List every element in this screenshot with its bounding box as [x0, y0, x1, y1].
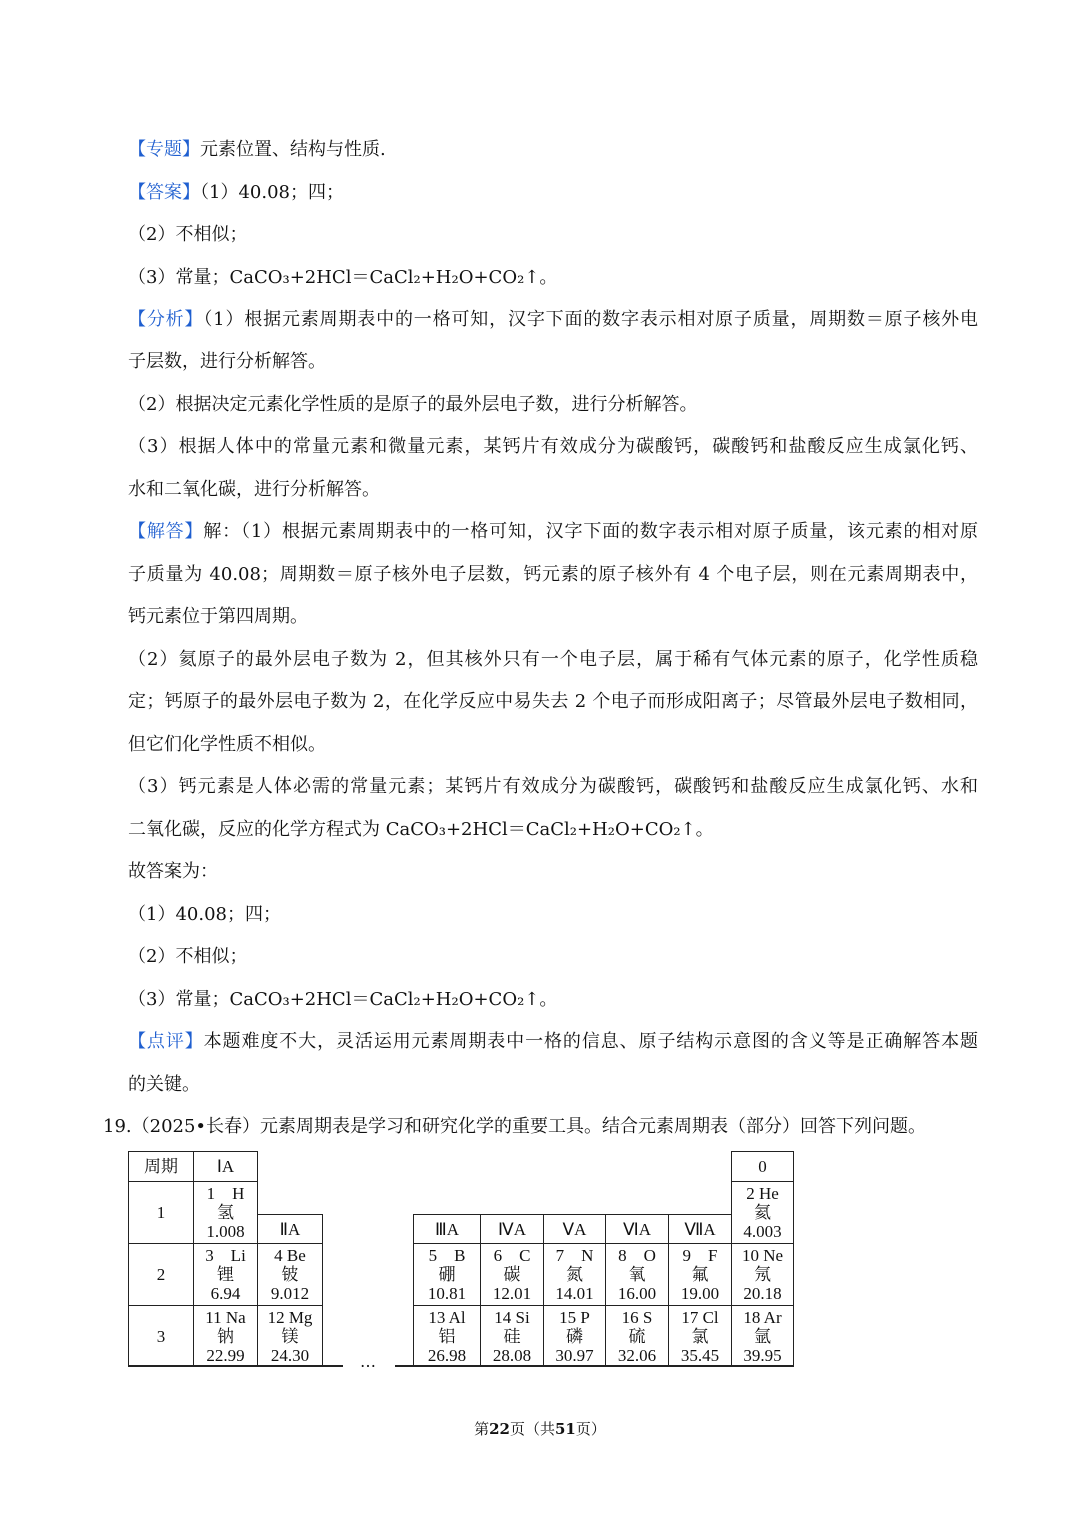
cell-text: 39.95	[743, 1345, 782, 1365]
total-pages: 51	[555, 1420, 576, 1438]
cell-text: 14 Si	[494, 1307, 530, 1327]
element-cell	[480, 1243, 544, 1306]
cell-text: 碳	[503, 1265, 521, 1284]
element-cell	[543, 1243, 606, 1306]
element-cell	[193, 1305, 258, 1367]
section-tag: 【点评】	[128, 1031, 204, 1052]
line-text: 本题难度不大，灵活运用元素周期表中一格的信息、原子结构示意图的含义等是正确解答本题	[203, 1031, 978, 1052]
cell-text: 硼	[438, 1265, 456, 1284]
line-text: （2）不相似；	[128, 224, 248, 245]
text-line	[128, 478, 978, 502]
footer-text: 页）	[575, 1420, 606, 1438]
text-line	[128, 1030, 978, 1054]
line-text: （1）40.08；四；	[200, 182, 344, 203]
text-line	[128, 266, 978, 290]
text-line	[128, 1073, 978, 1097]
cell-text: 16.00	[617, 1284, 657, 1303]
element-cell	[413, 1243, 481, 1306]
text-line	[128, 733, 978, 757]
cell-text: 磷	[566, 1326, 583, 1346]
element-cell	[605, 1243, 669, 1306]
element-cell	[257, 1243, 323, 1306]
cell-text: 1.008	[206, 1222, 245, 1241]
cell-text: 3	[156, 1326, 166, 1346]
element-cell	[731, 1243, 794, 1306]
cell-text: 20.18	[743, 1284, 782, 1303]
cell-text: 2 He	[746, 1184, 779, 1203]
line-text: 二氧化碳，反应的化学方程式为 CaCO₃+2HCl＝CaCl₂+H₂O+CO₂↑。	[128, 819, 714, 840]
cell-text: 氢	[217, 1203, 234, 1222]
page-number: 22	[489, 1420, 510, 1438]
cell-text: 4.003	[743, 1222, 782, 1241]
cell-text: 10 Ne	[741, 1246, 784, 1265]
cell-text: 28.08	[492, 1345, 532, 1365]
cell-text: 26.98	[427, 1345, 467, 1365]
cell-text: 18 Ar	[743, 1307, 782, 1327]
cell-text: 锂	[217, 1265, 234, 1284]
text-line	[128, 435, 978, 459]
cell-text: ⅦA	[684, 1219, 716, 1239]
line-text: （2）氦原子的最外层电子数为 2，但其核外只有一个电子层，属于稀有气体元素的原子，化学性质稳	[128, 649, 978, 670]
element-cell	[668, 1305, 732, 1367]
line-text: （3）常量；CaCO₃+2HCl＝CaCl₂+H₂O+CO₂↑。	[128, 267, 558, 288]
cell-text: 32.06	[617, 1345, 657, 1365]
element-cell	[480, 1305, 544, 1367]
line-text: （2）不相似；	[128, 946, 248, 967]
cell-text: 5 B	[428, 1246, 466, 1265]
period-header	[128, 1151, 194, 1182]
text-line	[128, 308, 978, 332]
cell-text: 镁	[281, 1326, 299, 1346]
element-cell	[731, 1305, 794, 1367]
cell-text: 硫	[628, 1326, 646, 1346]
element-cell	[668, 1243, 732, 1306]
line-text: 的关键。	[128, 1074, 200, 1095]
group-header	[413, 1214, 481, 1244]
cell-text: 6.94	[210, 1284, 241, 1303]
cell-text: 氦	[754, 1203, 771, 1222]
text-line	[128, 860, 978, 884]
element-cell	[193, 1243, 258, 1306]
line-text: 元素位置、结构与性质.	[200, 139, 386, 160]
text-line	[128, 945, 978, 969]
cell-text: 11 Na	[205, 1307, 246, 1327]
cell-text: 9 F	[682, 1246, 718, 1265]
cell-text: 12 Mg	[267, 1307, 313, 1327]
cell-text: ⅤA	[562, 1219, 587, 1239]
cell-text: 9.012	[270, 1284, 310, 1303]
cell-text: 24.30	[270, 1345, 310, 1365]
text-line	[128, 520, 978, 544]
cell-text: 周期	[144, 1157, 178, 1176]
period-label	[128, 1181, 194, 1244]
cell-text: 10.81	[427, 1284, 467, 1303]
page-footer	[0, 1418, 1080, 1439]
text-line	[128, 988, 978, 1012]
element-cell	[605, 1305, 669, 1367]
element-cell	[731, 1181, 794, 1244]
line-text: 定；钙原子的最外层电子数为 2，在化学反应中易失去 2 个电子而形成阳离子；尽管最外层电子数相同，	[128, 691, 978, 712]
cell-text: 3 Li	[205, 1246, 246, 1265]
cell-text: ⅥA	[623, 1219, 651, 1239]
line-text: 故答案为：	[128, 861, 218, 882]
cell-text: 35.45	[680, 1345, 720, 1365]
text-line	[128, 138, 978, 162]
text-line	[128, 393, 978, 417]
line-text: 子质量为 40.08；周期数＝原子核外电子层数，钙元素的原子核外有 4 个电子层，则在元素周期表中，	[128, 564, 978, 585]
line-text: （1）根据元素周期表中的一格可知，汉字下面的数字表示相对原子质量，周期数＝原子核外电	[203, 309, 979, 330]
line-text: 钙元素位于第四周期。	[128, 606, 308, 627]
line-text: 子层数，进行分析解答。	[128, 351, 326, 372]
element-cell	[193, 1181, 258, 1244]
cell-text: ⅣA	[498, 1219, 526, 1239]
text-line	[128, 903, 978, 927]
footer-text: 页（共	[509, 1420, 555, 1438]
line-text: （2）根据决定元素化学性质的是原子的最外层电子数，进行分析解答。	[128, 394, 698, 415]
cell-text: 0	[758, 1157, 767, 1176]
cell-text: 16 S	[621, 1307, 653, 1327]
text-line	[128, 350, 978, 374]
group-header	[731, 1151, 794, 1182]
section-tag: 【专题】	[128, 139, 200, 160]
cell-text: 4 Be	[274, 1246, 306, 1265]
group-header	[605, 1214, 669, 1244]
group-header	[668, 1214, 732, 1244]
group-header	[257, 1214, 323, 1244]
text-line	[128, 775, 978, 799]
period-label	[128, 1243, 194, 1306]
group-header	[193, 1151, 258, 1182]
line-text: （3）常量；CaCO₃+2HCl＝CaCl₂+H₂O+CO₂↑。	[128, 989, 558, 1010]
section-tag: 【解答】	[128, 521, 204, 542]
element-cell	[257, 1305, 323, 1367]
text-line	[128, 690, 978, 714]
period-label	[128, 1305, 194, 1367]
cell-text: 1	[156, 1203, 166, 1222]
question-19: 19.（2025•长春）元素周期表是学习和研究化学的重要工具。结合元素周期表（部分）回答下列问题。	[103, 1116, 927, 1137]
cell-text: 7 N	[555, 1246, 594, 1265]
cell-text: 铝	[438, 1326, 456, 1346]
cell-text: 8 O	[618, 1246, 656, 1265]
line-text: 水和二氧化碳，进行分析解答。	[128, 479, 380, 500]
ellipsis: …	[360, 1352, 376, 1371]
cell-text: 19.00	[680, 1284, 720, 1303]
cell-text: 氟	[691, 1265, 709, 1284]
cell-text: 硅	[503, 1326, 521, 1346]
cell-text: ⅡA	[279, 1219, 301, 1239]
cell-text: 2	[156, 1265, 166, 1284]
cell-text: 22.99	[206, 1345, 245, 1365]
text-line	[128, 181, 978, 205]
element-cell	[543, 1305, 606, 1367]
cell-text: 钠	[217, 1326, 234, 1346]
element-cell	[413, 1305, 481, 1367]
cell-text: 氮	[566, 1265, 583, 1284]
cell-text: 30.97	[555, 1345, 594, 1365]
line-text: 但它们化学性质不相似。	[128, 734, 326, 755]
cell-text: 氖	[754, 1265, 771, 1284]
table-baseline	[395, 1365, 794, 1367]
cell-text: 12.01	[492, 1284, 532, 1303]
cell-text: 1 H	[206, 1184, 245, 1203]
cell-text: 13 Al	[428, 1307, 466, 1327]
section-tag: 【分析】	[128, 309, 204, 330]
cell-text: 17 Cl	[681, 1307, 719, 1327]
line-text: （3）根据人体中的常量元素和微量元素，某钙片有效成分为碳酸钙，碳酸钙和盐酸反应生成氯化钙、	[128, 436, 978, 457]
text-line	[128, 605, 978, 629]
text-line	[128, 648, 978, 672]
cell-text: 氩	[754, 1326, 771, 1346]
cell-text: 铍	[281, 1265, 299, 1284]
cell-text: 6 C	[493, 1246, 531, 1265]
cell-text: 15 P	[559, 1307, 590, 1327]
line-text: 解：（1）根据元素周期表中的一格可知，汉字下面的数字表示相对原子质量，该元素的相对原	[203, 521, 979, 542]
line-text: （1）40.08；四；	[128, 904, 281, 925]
group-header	[480, 1214, 544, 1244]
text-line	[128, 563, 978, 587]
cell-text: ⅢA	[435, 1219, 459, 1239]
cell-text: 氧	[628, 1265, 646, 1284]
cell-text: 氯	[691, 1326, 709, 1346]
line-text: （3）钙元素是人体必需的常量元素；某钙片有效成分为碳酸钙，碳酸钙和盐酸反应生成氯化钙、水和	[128, 776, 978, 797]
text-line	[128, 818, 978, 842]
footer-text: 第	[474, 1420, 490, 1438]
table-baseline	[128, 1365, 343, 1367]
text-line	[128, 223, 978, 247]
cell-text: ⅠA	[216, 1157, 235, 1176]
cell-text: 14.01	[555, 1284, 594, 1303]
group-header	[543, 1214, 606, 1244]
section-tag: 【答案】	[128, 182, 200, 203]
